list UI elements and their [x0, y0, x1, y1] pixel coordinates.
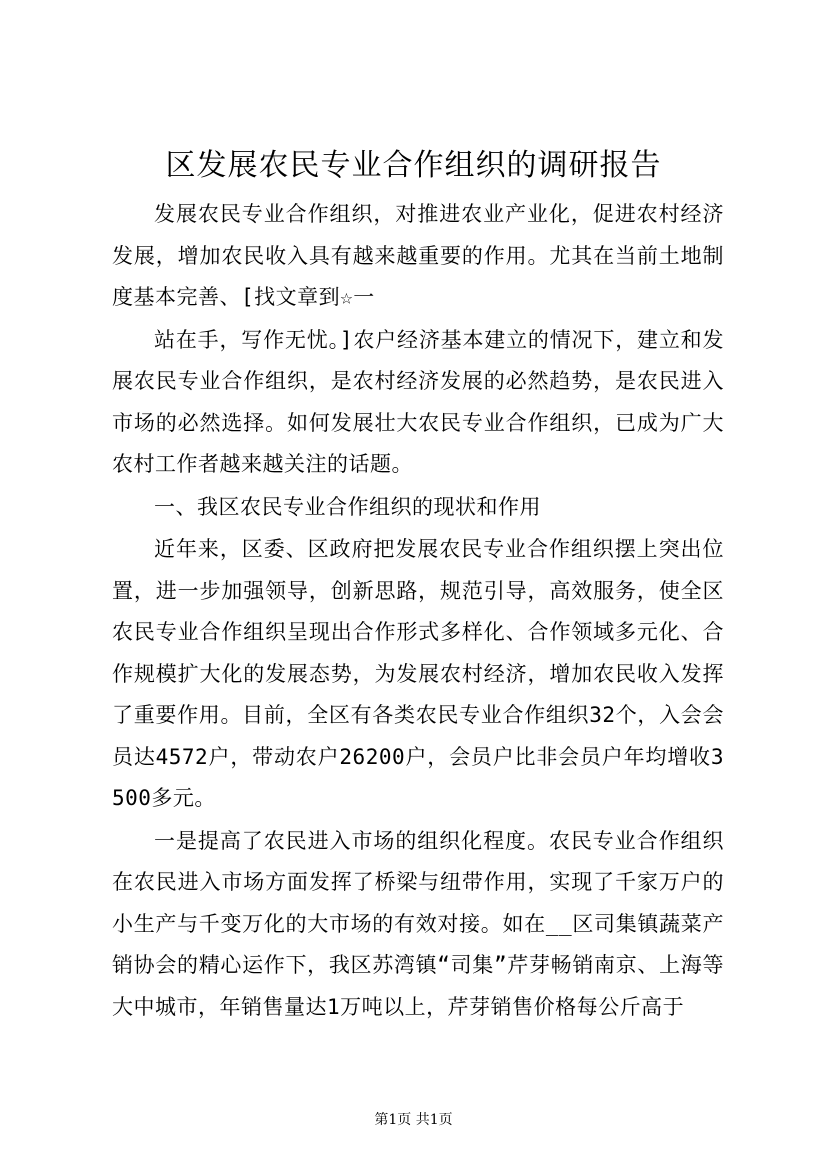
- paragraph-status: 近年来，区委、区政府把发展农民专业合作组织摆上突出位置，进一步加强领导，创新思路，规范引导，高效服务，使全区农民专业合作组织呈现出合作形式多样化、合作领域多元化、合作规模扩大化的发展态势，为发展农村经济，增加农民收入发挥了重要作用。目前，全区有各类农民专业合作组织32个，入会会员达4572户，带动农户26200户，会员户比非会员户年均增收3500多元。: [112, 537, 724, 810]
- paragraph-point-1: 一是提高了农民进入市场的组织化程度。农民专业合作组织在农民进入市场方面发挥了桥梁与纽带作用，实现了千家万户的小生产与千变万化的大市场的有效对接。如在__区司集镇蔬菜产销协会的精心运作下，我区苏湾镇“司集”芹芽畅销南京、上海等大中城市，年销售量达1万吨以上，芹芽销售价格每公斤高于: [112, 828, 724, 1019]
- document-title: 区发展农民专业合作组织的调研报告: [165, 148, 662, 183]
- document-body: [112, 194, 724, 1028]
- paragraph-intro-continued: 站在手，写作无忧。]农户经济基本建立的情况下，建立和发展农民专业合作组织，是农村经济发展的必然趋势，是农民进入市场的必然选择。如何发展壮大农民专业合作组织，已成为广大农村工作者越来越关注的话题。: [112, 327, 724, 476]
- paragraph-intro: 发展农民专业合作组织，对推进农业产业化，促进农村经济发展，增加农民收入具有越来越重要的作用。尤其在当前土地制度基本完善、[找文章到☆一: [112, 202, 724, 309]
- section-heading-1: 一、我区农民专业合作组织的现状和作用: [154, 494, 541, 519]
- page-indicator: 第1页 共1页: [374, 1112, 453, 1128]
